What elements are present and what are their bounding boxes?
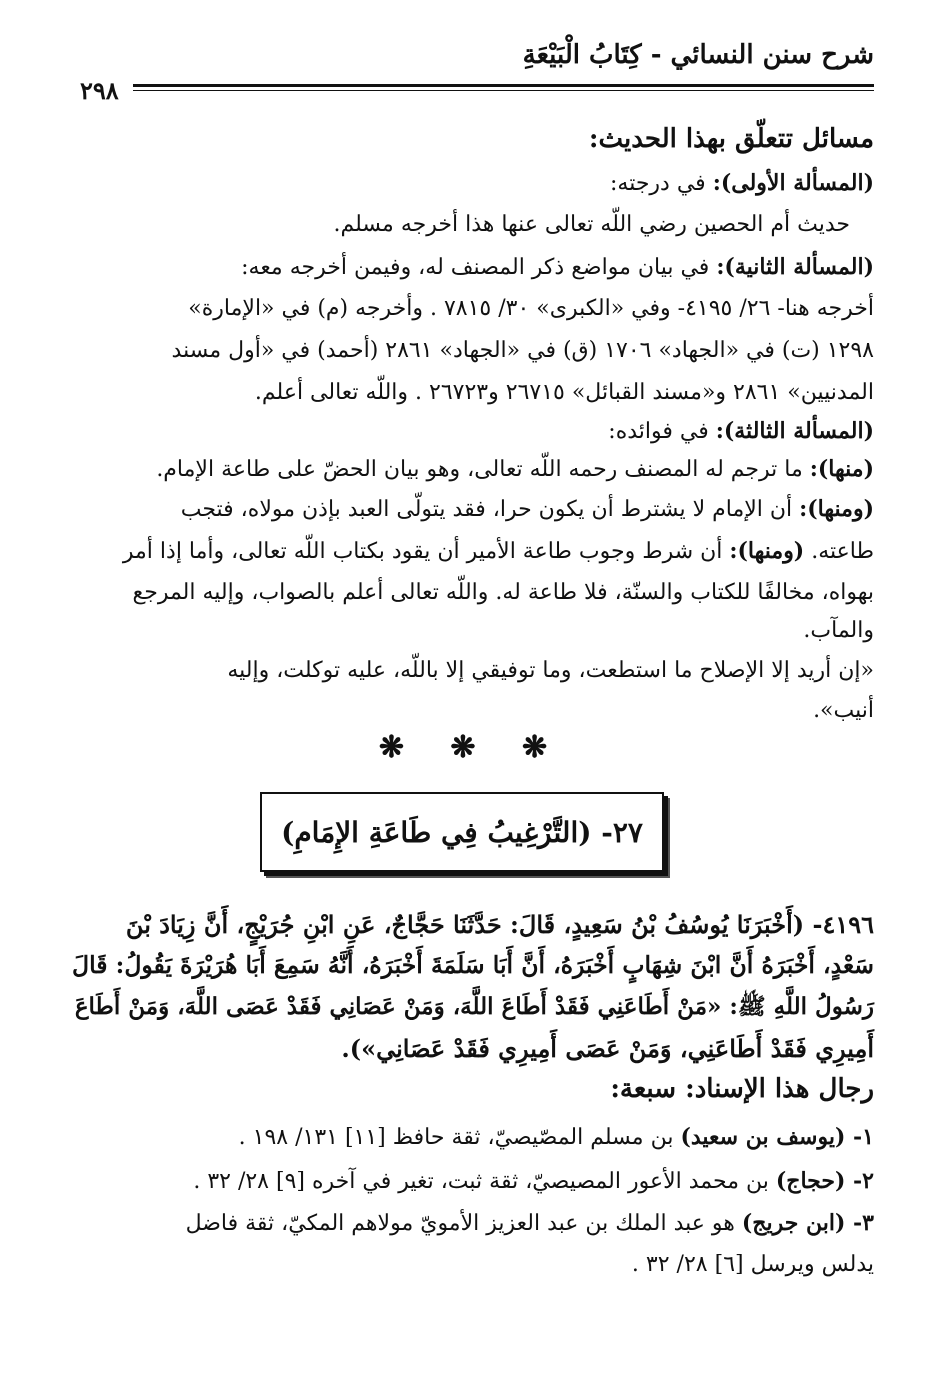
takhrij-line-2: ١٢٩٨ (ت) في «الجهاد» ١٧٠٦ (ق) في «الجهاد» ٢٨٦١ (أحمد) في «أول مسند [171, 338, 874, 363]
benefit-2 [70, 492, 874, 527]
issue-3-text: في فوائده: [608, 419, 716, 444]
header-title: شرح سنن النسائي - كِتَابُ الْبَيْعَةِ [522, 40, 874, 70]
hadith-line-2: سَعْدٍ، أَخْبَرَهُ أَنَّ ابْنَ شِهَابٍ أَخْبَرَهُ، أَنَّ أَبَا سَلَمَةَ أَخْبَرَهُ، أَنَّهُ سَمِعَ أَبَا هُرَيْرَةَ يَقُولُ: قَالَ [72, 951, 874, 979]
takhrij-line-3: المدنيين» ٢٨٦١ و«مسند القبائل» ٢٦٧١٥ و٢٦٧٢٣ . واللّه تعالى أعلم. [254, 380, 874, 405]
narrator-2-name: ٢- (حجاج) [775, 1168, 874, 1194]
narrator-3-text: هو عبد الملك بن عبد العزيز الأمويّ مولاهم المكيّ، ثقة فاضل [185, 1211, 742, 1236]
closing-dua: «إن أريد إلا الإصلاح ما استطعت، وما توفيقي إلا باللّه، عليه توكلت، وإليه [227, 658, 874, 683]
issue-1-label: (المسألة الأولى): [712, 170, 874, 196]
hadith-line-4: أَمِيرِي فَقَدْ أَطَاعَنِي، وَمَنْ عَصَى أَمِيرِي فَقَدْ عَصَانِي»). [341, 1034, 874, 1063]
issue-3-line [70, 414, 874, 449]
benefit-2-text-cont: طاعته. [804, 539, 874, 564]
issue-2-text: في بيان مواضع ذكر المصنف له، وفيمن أخرجه معه: [241, 255, 717, 280]
benefit-2-cont [70, 534, 874, 569]
narrator-1-text: بن مسلم المصّيصيّ، ثقة حافظ [١١] ١٣١/ ١٩٨ . [238, 1125, 681, 1150]
hadith-line-3: رَسُولُ اللَّهِ ﷺ: «مَنْ أَطَاعَنِي فَقَدْ أَطَاعَ اللَّهَ، وَمَنْ عَصَانِي فَقَدْ عَصَى اللَّهَ، وَمَنْ أَطَاعَ [74, 993, 874, 1020]
narrator-2 [70, 1164, 874, 1199]
chapter-title-box [260, 792, 664, 872]
issue-2-label: (المسألة الثانية): [716, 254, 874, 280]
closing-dua-end: أنيب». [813, 698, 874, 723]
issue-2-line [70, 250, 874, 285]
narrator-1 [70, 1120, 874, 1155]
section-separator: ❋ ❋ ❋ [378, 730, 566, 765]
benefit-2-label: (ومنها): [799, 496, 874, 522]
running-header [70, 40, 874, 105]
issue-1-line [70, 166, 874, 201]
narrators-heading: رجال هذا الإسناد: سبعة: [610, 1074, 874, 1104]
narrator-3-name: ٣- (ابن جريج) [741, 1210, 874, 1236]
header-rule-thin [70, 90, 874, 91]
hadith-line-1: ٤١٩٦- (أَخْبَرَنَا يُوسُفُ بْنُ سَعِيدٍ، قَالَ: حَدَّثَنَا حَجَّاجٌ، عَنِ ابْنِ جُرَيْجٍ، أَنَّ زِيَادَ بْنَ [125, 910, 874, 939]
benefit-1-label: (منها): [809, 456, 874, 482]
issue-3-label: (المسألة الثالثة): [715, 418, 874, 444]
header-rule [70, 84, 874, 87]
page-number: ٢٩٨ [70, 76, 133, 105]
narrator-2-text: بن محمد الأعور المصيصيّ، ثقة ثبت، تغير في آخره [٩] ٢٨/ ٣٢ . [193, 1169, 776, 1194]
narrator-3-cont: يدلس ويرسل [٦] ٢٨/ ٣٢ . [631, 1252, 874, 1277]
benefit-3-text: أن شرط وجوب طاعة الأمير أن يقود بكتاب اللّه تعالى، وأما إذا أمر [122, 539, 730, 564]
issue-1-text: في درجته: [609, 171, 713, 196]
narrator-1-name: ١- (يوسف بن سعيد) [680, 1124, 874, 1150]
issue-1-body: حديث أم الحصين رضي اللّه تعالى عنها هذا أخرجه مسلم. [333, 212, 850, 237]
book-page [70, 40, 874, 1330]
chapter-title: ٢٧- (التَّرْغِيبُ فِي طَاعَةِ الإِمَامِ) [281, 815, 643, 849]
benefit-3-end: والمآب. [803, 618, 874, 643]
narrator-3 [70, 1206, 874, 1241]
issues-heading: مسائل تتعلّق بهذا الحديث: [588, 124, 874, 154]
takhrij-line-1: أخرجه هنا- ٢٦/ ٤١٩٥- وفي «الكبرى» ٣٠/ ٧٨١٥ . وأخرجه (م) في «الإمارة» [188, 296, 874, 321]
benefit-3-label: (ومنها): [729, 538, 805, 564]
benefit-1-text: ما ترجم له المصنف رحمه اللّه تعالى، وهو بيان الحضّ على طاعة الإمام. [156, 457, 810, 482]
benefit-2-text: أن الإمام لا يشترط أن يكون حرا، فقد يتولّى العبد بإذن مولاه، فتجب [180, 497, 800, 522]
benefit-3-cont: بهواه، مخالفًا للكتاب والسنّة، فلا طاعة له. واللّه تعالى أعلم بالصواب، وإليه المرجع [132, 580, 874, 605]
benefit-1 [70, 452, 874, 487]
